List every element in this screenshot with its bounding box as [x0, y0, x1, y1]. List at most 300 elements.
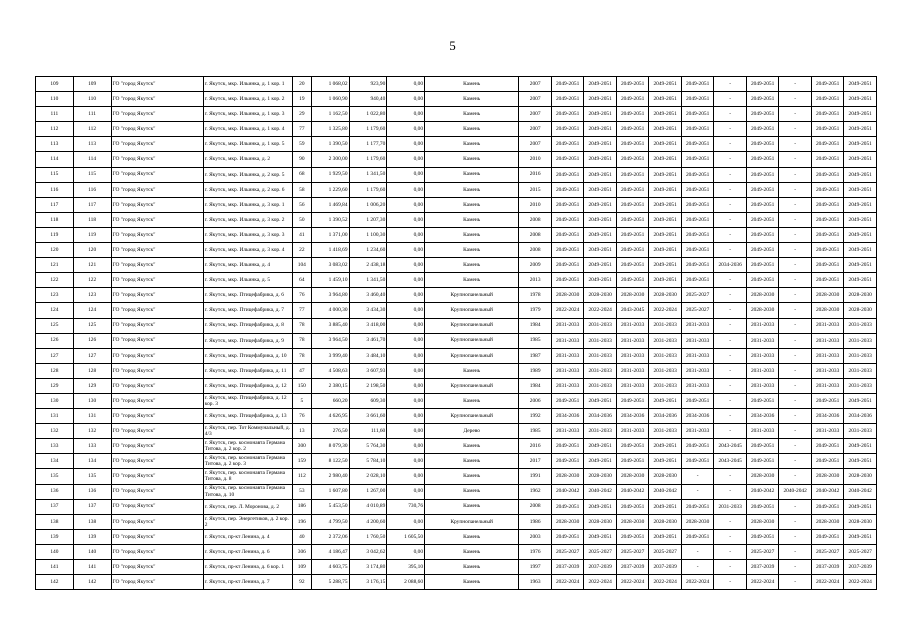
period-cell: - [714, 288, 747, 303]
period-cell: 2031-2033 [616, 348, 649, 363]
period-cell: - [779, 529, 812, 544]
total-area-cell: 1 325,80 [311, 122, 349, 137]
nonliving-area-cell: 0,00 [387, 439, 425, 454]
material-cell: Камень [425, 454, 519, 469]
row-id-cell: 122 [73, 273, 111, 288]
row-number-cell: 137 [36, 499, 74, 514]
living-area-cell: 1 006,20 [349, 197, 387, 212]
period-cell: 2049-2051 [551, 227, 584, 242]
period-cell: 2049-2051 [551, 212, 584, 227]
count-cell: 186 [292, 499, 311, 514]
period-cell: 2031-2033 [551, 348, 584, 363]
nonliving-area-cell: 730,76 [387, 499, 425, 514]
row-id-cell: 127 [73, 348, 111, 363]
period-cell: - [779, 288, 812, 303]
year-cell: 2008 [519, 499, 552, 514]
address-cell: г. Якутск, мкр. Птицефабрика, д. 9 [203, 333, 292, 348]
row-id-cell: 117 [73, 197, 111, 212]
period-cell: 2049-2051 [811, 258, 844, 273]
total-area-cell: 3 999,40 [311, 348, 349, 363]
year-cell: 2016 [519, 167, 552, 182]
period-cell: 2049-2051 [811, 107, 844, 122]
total-area-cell: 4 186,47 [311, 544, 349, 559]
period-cell: - [714, 393, 747, 408]
period-cell: - [714, 318, 747, 333]
nonliving-area-cell: 0,00 [387, 197, 425, 212]
year-cell: 2007 [519, 122, 552, 137]
row-number-cell: 133 [36, 439, 74, 454]
period-cell: 2049-2051 [811, 499, 844, 514]
period-cell: 2049-2051 [616, 92, 649, 107]
row-number-cell: 126 [36, 333, 74, 348]
count-cell: 90 [292, 152, 311, 167]
period-cell: 2043-2045 [616, 303, 649, 318]
period-cell: 2025-2027 [681, 303, 714, 318]
total-area-cell: 660,20 [311, 393, 349, 408]
row-number-cell: 119 [36, 227, 74, 242]
period-cell: 2049-2051 [649, 197, 682, 212]
period-cell: 2031-2033 [551, 378, 584, 393]
period-cell: 2049-2051 [616, 258, 649, 273]
total-area-cell: 8 079,30 [311, 439, 349, 454]
period-cell: 2049-2051 [746, 227, 779, 242]
year-cell: 2007 [519, 107, 552, 122]
period-cell: 2049-2051 [681, 439, 714, 454]
period-cell: 2022-2024 [649, 575, 682, 590]
row-number-cell: 117 [36, 197, 74, 212]
year-cell: 1985 [519, 424, 552, 439]
period-cell: 2031-2033 [844, 424, 877, 439]
period-cell: 2049-2051 [681, 167, 714, 182]
period-cell: 2031-2033 [811, 378, 844, 393]
living-area-cell: 1 177,70 [349, 137, 387, 152]
material-cell: Камень [425, 243, 519, 258]
period-cell: - [714, 575, 747, 590]
period-cell: 2037-2039 [811, 560, 844, 575]
total-area-cell: 5 288,75 [311, 575, 349, 590]
period-cell: 2031-2033 [746, 348, 779, 363]
period-cell: 2025-2027 [681, 288, 714, 303]
period-cell: 2049-2051 [584, 243, 617, 258]
period-cell: 2049-2051 [811, 454, 844, 469]
period-cell: - [779, 378, 812, 393]
period-cell: 2049-2051 [584, 529, 617, 544]
table-row [36, 544, 877, 559]
period-cell: 2049-2051 [551, 258, 584, 273]
period-cell: 2049-2051 [616, 529, 649, 544]
period-cell: 2031-2033 [844, 333, 877, 348]
table-row [36, 409, 877, 424]
address-cell: г. Якутск, мкр. Птицефабрика, д. 6 [203, 288, 292, 303]
year-cell: 1989 [519, 363, 552, 378]
owner-cell: ГО "город Якутск" [111, 152, 203, 167]
count-cell: 58 [292, 182, 311, 197]
year-cell: 1992 [519, 409, 552, 424]
period-cell: 2049-2051 [649, 454, 682, 469]
period-cell: 2031-2033 [616, 318, 649, 333]
period-cell: 2049-2051 [584, 499, 617, 514]
count-cell: 41 [292, 227, 311, 242]
count-cell: 50 [292, 212, 311, 227]
material-cell: Крупнопанельный [425, 348, 519, 363]
material-cell: Камень [425, 167, 519, 182]
period-cell: - [714, 243, 747, 258]
period-cell: 2049-2051 [746, 107, 779, 122]
period-cell: 2049-2051 [844, 107, 877, 122]
period-cell: 2037-2039 [844, 560, 877, 575]
period-cell: 2049-2051 [649, 182, 682, 197]
period-cell: 2028-2030 [616, 288, 649, 303]
period-cell: - [714, 303, 747, 318]
row-id-cell: 136 [73, 484, 111, 499]
material-cell: Крупнопанельный [425, 303, 519, 318]
period-cell: 2049-2051 [746, 182, 779, 197]
period-cell: 2049-2051 [844, 137, 877, 152]
row-number-cell: 125 [36, 318, 74, 333]
year-cell: 2010 [519, 152, 552, 167]
period-cell: - [779, 363, 812, 378]
material-cell: Камень [425, 484, 519, 499]
period-cell: 2049-2051 [584, 167, 617, 182]
owner-cell: ГО "город Якутск" [111, 243, 203, 258]
nonliving-area-cell: 0,00 [387, 318, 425, 333]
year-cell: 1962 [519, 484, 552, 499]
period-cell: 2049-2051 [584, 454, 617, 469]
period-cell: 2049-2051 [551, 137, 584, 152]
period-cell: 2049-2051 [844, 243, 877, 258]
table-row [36, 560, 877, 575]
period-cell: 2049-2051 [584, 122, 617, 137]
period-cell: - [779, 303, 812, 318]
period-cell: - [714, 227, 747, 242]
living-area-cell: 111,60 [349, 424, 387, 439]
material-cell: Камень [425, 393, 519, 408]
period-cell: 2031-2033 [616, 424, 649, 439]
row-id-cell: 129 [73, 378, 111, 393]
period-cell: 2037-2039 [551, 560, 584, 575]
period-cell: 2028-2030 [844, 514, 877, 529]
period-cell: 2031-2033 [584, 348, 617, 363]
period-cell: 2049-2051 [844, 454, 877, 469]
period-cell: 2022-2024 [811, 575, 844, 590]
material-cell: Камень [425, 273, 519, 288]
total-area-cell: 1 469,84 [311, 197, 349, 212]
period-cell: - [714, 560, 747, 575]
address-cell: г. Якутск, пер. космонавта Германа Титова, д. 8 [203, 469, 292, 484]
nonliving-area-cell: 0,00 [387, 258, 425, 273]
count-cell: 109 [292, 560, 311, 575]
living-area-cell: 1 022,80 [349, 107, 387, 122]
row-id-cell: 120 [73, 243, 111, 258]
address-cell: г. Якутск, мкр. Ильинка, д. 1 кор. 2 [203, 92, 292, 107]
period-cell: 2031-2033 [649, 318, 682, 333]
material-cell: Камень [425, 363, 519, 378]
address-cell: г. Якутск, мкр. Ильинка, д. 1 кор. 1 [203, 77, 292, 92]
total-area-cell: 1 929,50 [311, 167, 349, 182]
period-cell: 2049-2051 [616, 212, 649, 227]
address-cell: г. Якутск, мкр. Птицефабрика, д. 7 [203, 303, 292, 318]
period-cell: 2049-2051 [844, 167, 877, 182]
row-number-cell: 141 [36, 560, 74, 575]
owner-cell: ГО "город Якутск" [111, 288, 203, 303]
period-cell: 2049-2051 [551, 77, 584, 92]
period-cell: 2049-2051 [746, 393, 779, 408]
period-cell: 2049-2051 [649, 243, 682, 258]
table-row [36, 227, 877, 242]
period-cell: 2031-2033 [811, 363, 844, 378]
total-area-cell: 1 068,02 [311, 77, 349, 92]
period-cell: - [714, 514, 747, 529]
material-cell: Камень [425, 227, 519, 242]
period-cell: 2031-2033 [681, 348, 714, 363]
material-cell: Крупнопанельный [425, 378, 519, 393]
material-cell: Камень [425, 182, 519, 197]
period-cell: 2049-2051 [681, 243, 714, 258]
material-cell: Крупнопанельный [425, 333, 519, 348]
address-cell: г. Якутск, мкр. Птицефабрика, д. 13 [203, 409, 292, 424]
owner-cell: ГО "город Якутск" [111, 303, 203, 318]
living-area-cell: 2 028,10 [349, 469, 387, 484]
period-cell: 2049-2051 [649, 529, 682, 544]
period-cell: - [779, 92, 812, 107]
row-id-cell: 135 [73, 469, 111, 484]
year-cell: 2003 [519, 529, 552, 544]
period-cell: - [779, 454, 812, 469]
period-cell: 2025-2027 [844, 544, 877, 559]
period-cell: 2049-2051 [746, 212, 779, 227]
row-number-cell: 112 [36, 122, 74, 137]
living-area-cell: 2 198,50 [349, 378, 387, 393]
period-cell: 2031-2033 [616, 333, 649, 348]
row-number-cell: 122 [36, 273, 74, 288]
period-cell: 2049-2051 [584, 152, 617, 167]
period-cell: 2049-2051 [811, 393, 844, 408]
period-cell: 2049-2051 [649, 167, 682, 182]
period-cell: 2049-2051 [551, 107, 584, 122]
period-cell: 2031-2033 [616, 378, 649, 393]
count-cell: 77 [292, 122, 311, 137]
period-cell: - [779, 197, 812, 212]
address-cell: г. Якутск, мкр. Ильинка, д. 1 кор. 5 [203, 137, 292, 152]
period-cell: 2025-2027 [811, 544, 844, 559]
nonliving-area-cell: 0,00 [387, 212, 425, 227]
period-cell: 2049-2051 [584, 137, 617, 152]
nonliving-area-cell: 0,00 [387, 544, 425, 559]
nonliving-area-cell: 0,00 [387, 409, 425, 424]
period-cell: - [714, 137, 747, 152]
period-cell: 2049-2051 [844, 439, 877, 454]
row-id-cell: 126 [73, 333, 111, 348]
address-cell: г. Якутск, мкр. Ильинка, д. 2 кор. 6 [203, 182, 292, 197]
row-id-cell: 132 [73, 424, 111, 439]
owner-cell: ГО "город Якутск" [111, 378, 203, 393]
total-area-cell: 4 000,30 [311, 303, 349, 318]
year-cell: 2013 [519, 273, 552, 288]
count-cell: 300 [292, 439, 311, 454]
living-area-cell: 923,90 [349, 77, 387, 92]
period-cell: 2049-2051 [616, 499, 649, 514]
material-cell: Камень [425, 499, 519, 514]
period-cell: 2049-2051 [746, 197, 779, 212]
period-cell: 2028-2030 [584, 469, 617, 484]
row-number-cell: 135 [36, 469, 74, 484]
period-cell: 2049-2051 [584, 77, 617, 92]
owner-cell: ГО "город Якутск" [111, 273, 203, 288]
year-cell: 1984 [519, 378, 552, 393]
period-cell: - [714, 167, 747, 182]
address-cell: г. Якутск, мкр. Ильинка, д. 5 [203, 273, 292, 288]
count-cell: 29 [292, 107, 311, 122]
period-cell: 2049-2051 [584, 393, 617, 408]
table-row [36, 348, 877, 363]
period-cell: 2049-2051 [681, 258, 714, 273]
period-cell: 2022-2024 [649, 303, 682, 318]
living-area-cell: 3 484,10 [349, 348, 387, 363]
period-cell: - [714, 409, 747, 424]
row-id-cell: 111 [73, 107, 111, 122]
period-cell: 2031-2033 [584, 363, 617, 378]
material-cell: Камень [425, 152, 519, 167]
period-cell: 2049-2051 [551, 273, 584, 288]
period-cell: 2049-2051 [616, 152, 649, 167]
period-cell: 2040-2042 [811, 484, 844, 499]
year-cell: 1976 [519, 544, 552, 559]
total-area-cell: 3 964,80 [311, 288, 349, 303]
period-cell: 2049-2051 [551, 439, 584, 454]
nonliving-area-cell: 0,00 [387, 243, 425, 258]
owner-cell: ГО "город Якутск" [111, 499, 203, 514]
period-cell: 2031-2033 [681, 424, 714, 439]
year-cell: 1978 [519, 288, 552, 303]
period-cell: 2049-2051 [551, 454, 584, 469]
address-cell: г. Якутск, мкр. Птицефабрика, д. 12 кор. 3 [203, 393, 292, 408]
period-cell: 2031-2033 [844, 378, 877, 393]
year-cell: 1963 [519, 575, 552, 590]
period-cell: 2031-2033 [746, 318, 779, 333]
period-cell: 2031-2033 [649, 378, 682, 393]
row-number-cell: 123 [36, 288, 74, 303]
living-area-cell: 2 438,18 [349, 258, 387, 273]
period-cell: 2049-2051 [649, 152, 682, 167]
period-cell: 2028-2030 [616, 469, 649, 484]
nonliving-area-cell: 0,00 [387, 393, 425, 408]
nonliving-area-cell: 0,00 [387, 484, 425, 499]
address-cell: г. Якутск, мкр. Птицефабрика, д. 8 [203, 318, 292, 333]
period-cell: 2049-2051 [811, 92, 844, 107]
material-cell: Камень [425, 137, 519, 152]
address-cell: г. Якутск, мкр. Ильинка, д. 1 кор. 3 [203, 107, 292, 122]
row-number-cell: 138 [36, 514, 74, 529]
period-cell: 2022-2024 [616, 575, 649, 590]
period-cell: - [714, 424, 747, 439]
owner-cell: ГО "город Якутск" [111, 92, 203, 107]
table-row [36, 529, 877, 544]
total-area-cell: 4 799,50 [311, 514, 349, 529]
period-cell: 2031-2033 [844, 363, 877, 378]
period-cell: 2049-2051 [616, 77, 649, 92]
total-area-cell: 4 626,95 [311, 409, 349, 424]
nonliving-area-cell: 0,00 [387, 182, 425, 197]
period-cell: - [714, 107, 747, 122]
year-cell: 2015 [519, 182, 552, 197]
table-row [36, 333, 877, 348]
period-cell: 2022-2024 [746, 575, 779, 590]
total-area-cell: 8 122,50 [311, 454, 349, 469]
period-cell: 2049-2051 [811, 197, 844, 212]
nonliving-area-cell: 0,00 [387, 288, 425, 303]
material-cell: Камень [425, 544, 519, 559]
period-cell: - [779, 167, 812, 182]
period-cell: 2049-2051 [746, 273, 779, 288]
owner-cell: ГО "город Якутск" [111, 514, 203, 529]
period-cell: 2037-2039 [649, 560, 682, 575]
period-cell: 2049-2051 [746, 243, 779, 258]
period-cell: 2049-2051 [616, 439, 649, 454]
period-cell: 2049-2051 [811, 273, 844, 288]
living-area-cell: 1 341,50 [349, 167, 387, 182]
period-cell: 2049-2051 [584, 212, 617, 227]
material-cell: Камень [425, 122, 519, 137]
period-cell: 2049-2051 [844, 273, 877, 288]
total-area-cell: 1 390,50 [311, 137, 349, 152]
period-cell: 2028-2030 [681, 514, 714, 529]
row-number-cell: 115 [36, 167, 74, 182]
owner-cell: ГО "город Якутск" [111, 122, 203, 137]
period-cell: 2031-2033 [584, 318, 617, 333]
count-cell: 22 [292, 243, 311, 258]
period-cell: 2028-2030 [811, 469, 844, 484]
living-area-cell: 1 207,30 [349, 212, 387, 227]
period-cell: 2049-2051 [844, 393, 877, 408]
table-row [36, 122, 877, 137]
table-row [36, 212, 877, 227]
period-cell: 2028-2030 [649, 288, 682, 303]
period-cell: 2049-2051 [681, 393, 714, 408]
row-id-cell: 130 [73, 393, 111, 408]
living-area-cell: 3 607,93 [349, 363, 387, 378]
period-cell: 2031-2033 [746, 424, 779, 439]
living-area-cell: 3 174,80 [349, 560, 387, 575]
period-cell: 2040-2042 [584, 484, 617, 499]
period-cell: 2049-2051 [844, 212, 877, 227]
table-row [36, 197, 877, 212]
address-cell: г. Якутск, мкр. Птицефабрика, д. 10 [203, 348, 292, 363]
period-cell: 2049-2051 [681, 499, 714, 514]
row-number-cell: 114 [36, 152, 74, 167]
period-cell: 2049-2051 [746, 152, 779, 167]
period-cell: - [714, 197, 747, 212]
period-cell: 2034-2036 [584, 409, 617, 424]
period-cell: 2049-2051 [681, 77, 714, 92]
period-cell: 2049-2051 [681, 212, 714, 227]
period-cell: 2043-2045 [714, 439, 747, 454]
period-cell: - [779, 409, 812, 424]
nonliving-area-cell: 0,00 [387, 348, 425, 363]
address-cell: г. Якутск, мкр. Птицефабрика, д. 11 [203, 363, 292, 378]
period-cell: 2049-2051 [746, 167, 779, 182]
address-cell: г. Якутск, мкр. Ильинка, д. 2 [203, 152, 292, 167]
period-cell: 2049-2051 [746, 258, 779, 273]
period-cell: 2049-2051 [811, 243, 844, 258]
period-cell: 2049-2051 [649, 499, 682, 514]
row-number-cell: 140 [36, 544, 74, 559]
year-cell: 2007 [519, 92, 552, 107]
period-cell: - [779, 499, 812, 514]
period-cell: 2031-2033 [584, 378, 617, 393]
table-row [36, 137, 877, 152]
count-cell: 104 [292, 258, 311, 273]
period-cell: 2043-2045 [714, 454, 747, 469]
